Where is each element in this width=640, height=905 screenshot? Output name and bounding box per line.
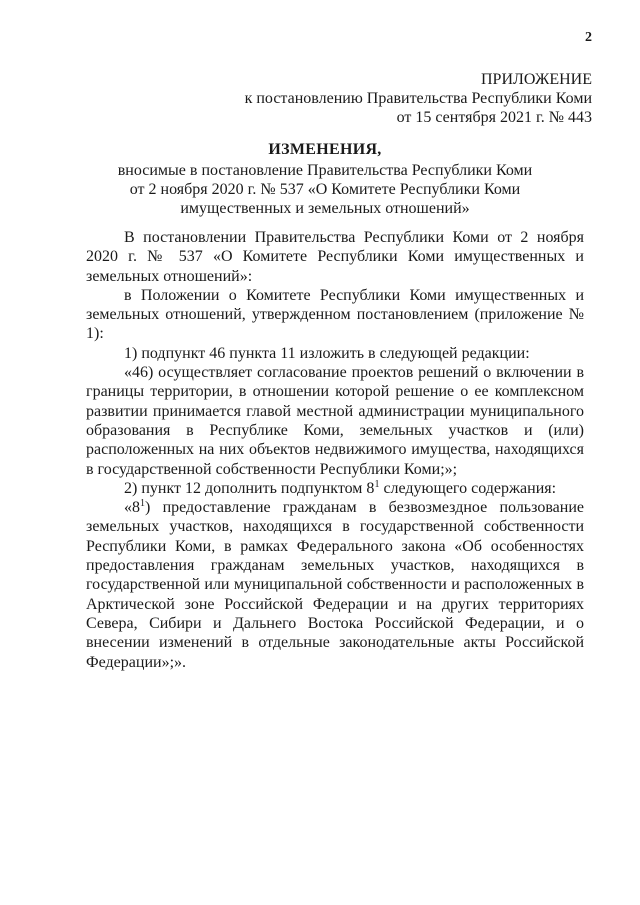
document-title <box>90 140 560 218</box>
paragraph-subitem-46: «46) осуществляет согласование проектов решений о включении в границы территории, в отношении которой решение о ее комплексном развитии принимается главой местной администрации муниципального образования в Республике Коми, земельных участков и (или) расположенных на них объектов недвижимого имущества, находящихся в государственной собственности Республики Коми;»; <box>86 364 584 478</box>
item-2-text-end: следующего содержания: <box>379 479 557 497</box>
title-line-2: от 2 ноября 2020 г. № 537 «О Комитете Республики Коми <box>129 181 521 198</box>
appendix-decree-ref: к постановлению Правительства Республики Коми <box>244 90 592 107</box>
subitem-8-1-text: ) предоставление гражданам в безвозмездное пользование земельных участков, находящихся в государственной собственности Республики Коми, в рамках Федерального закона «Об особенностях предоставления гражданам земельных участков, находящихся в государственной или муниципальной собственности и расположенных в Арктической зоне Российской Федерации и на других территориях Севера, Сибири и Дальнего Востока Российской Федерации, и о внесении изменений в отдельные законодательные акты Российской Федерации»;». <box>86 499 584 671</box>
title-line-1: вносимые в постановление Правительства Республики Коми <box>117 162 533 179</box>
paragraph-item-2 <box>86 479 584 498</box>
item-2-superscript: 1 <box>374 478 380 490</box>
paragraph-item-1: 1) подпункт 46 пункта 11 изложить в следующей редакции: <box>124 344 530 362</box>
item-2-text: 2) пункт 12 дополнить подпунктом 8 <box>124 479 375 497</box>
title-line-3: имущественных и земельных отношений» <box>180 200 470 217</box>
appendix-label: ПРИЛОЖЕНИЕ <box>480 71 592 88</box>
paragraph-intro: В постановлении Правительства Республики Коми от 2 ноября 2020 г. № 537 «О Комитете Республики Коми имущественных и земельных отношений»: <box>86 229 584 285</box>
title-heading: ИЗМЕНЕНИЯ, <box>268 141 382 158</box>
paragraph-subitem-8-1 <box>86 498 584 672</box>
paragraph-regulation: в Положении о Комитете Республики Коми имущественных и земельных отношений, утвержденном постановлением (приложение № 1): <box>86 286 584 343</box>
subitem-8-1-superscript: 1 <box>140 498 145 510</box>
subitem-8-1-start: «8 <box>124 499 140 517</box>
appendix-block <box>245 70 592 127</box>
document-body <box>86 228 584 672</box>
appendix-decree-date: от 15 сентября 2021 г. № 443 <box>396 109 592 126</box>
page-number: 2 <box>585 30 592 45</box>
